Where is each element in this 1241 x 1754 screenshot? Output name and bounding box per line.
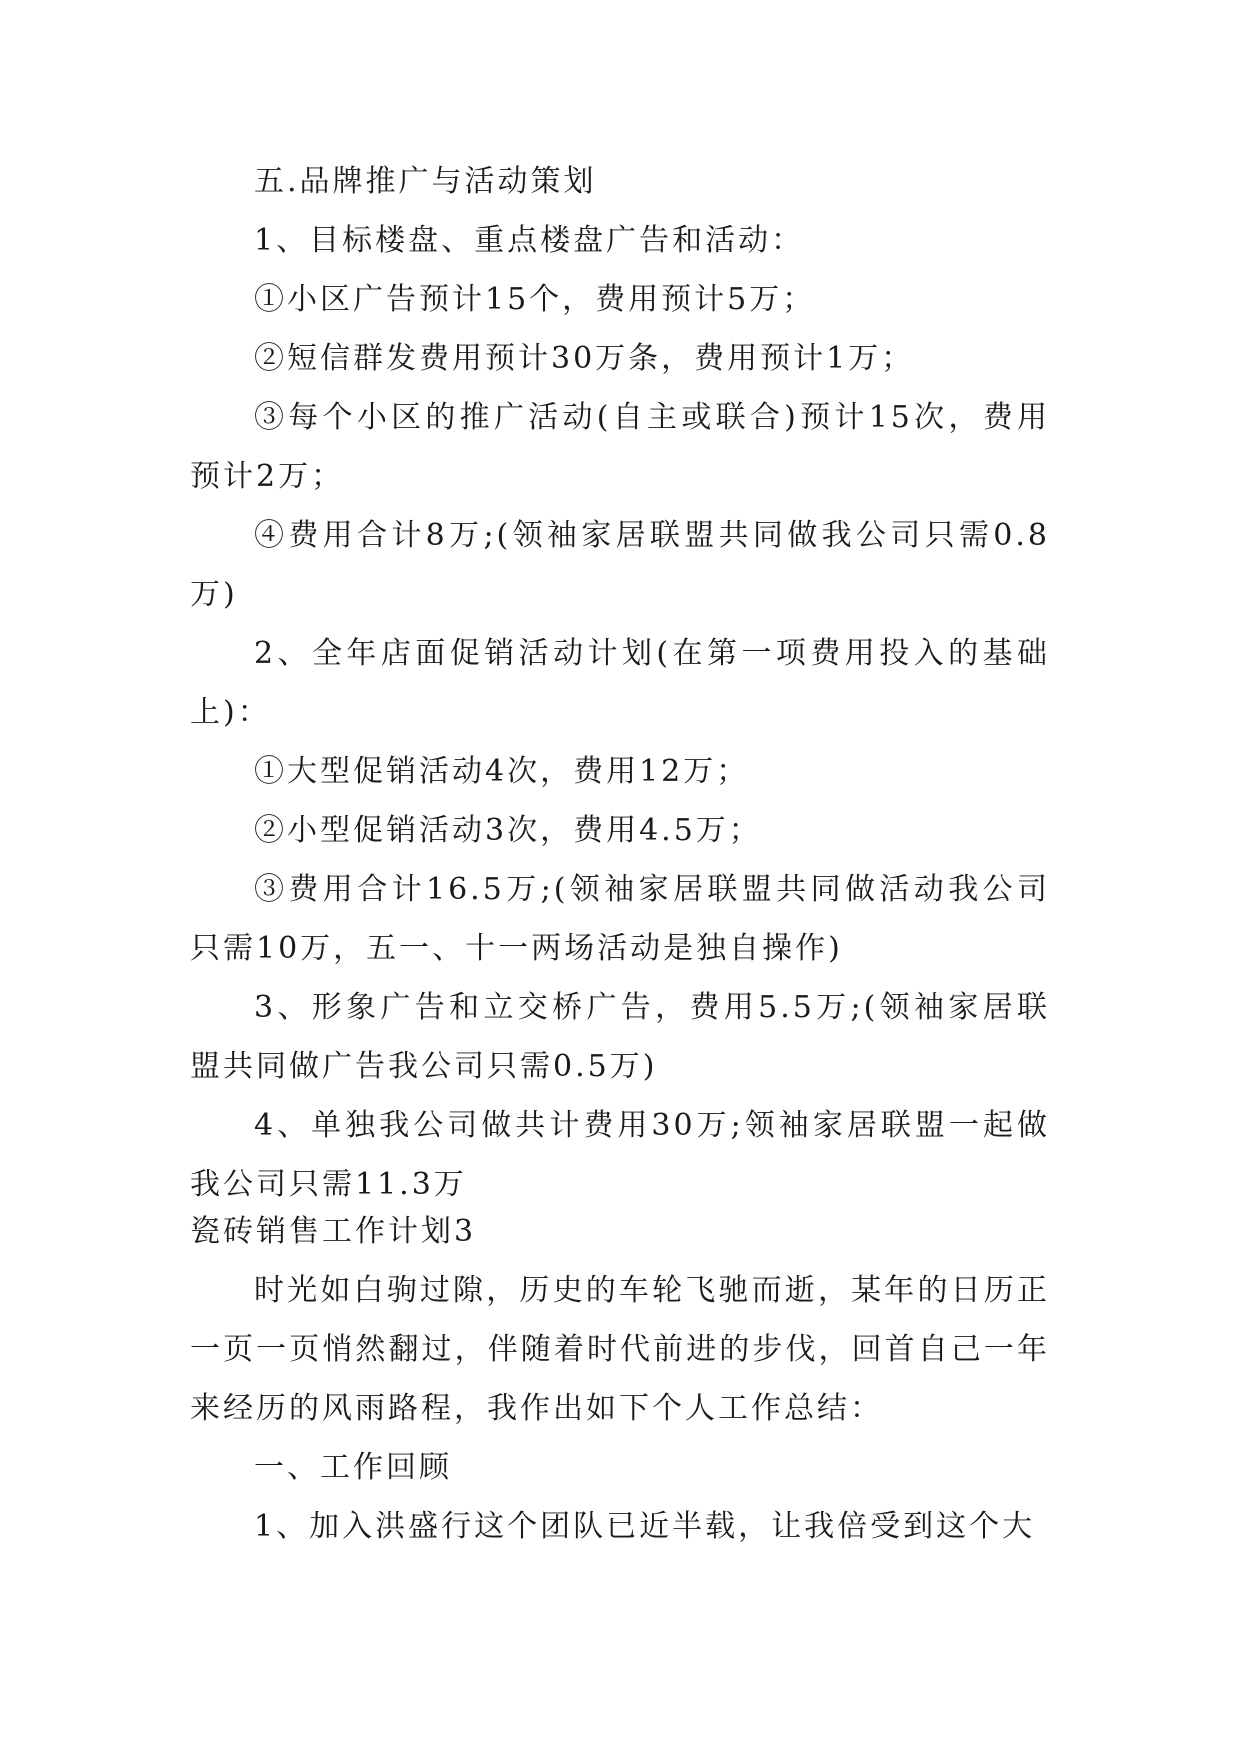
paragraph: 时光如白驹过隙，历史的车轮飞驰而逝，某年的日历正一页一页悄然翻过，伴随着时代前进的步伐，回首自己一年来经历的风雨路程，我作出如下个人工作总结： xyxy=(190,1273,1050,1426)
paragraph: 一、工作回顾 xyxy=(254,1450,452,1485)
paragraph: 3、形象广告和立交桥广告，费用5.5万;(领袖家居联盟共同做广告我公司只需0.5万) xyxy=(190,990,1050,1084)
paragraph: 4、单独我公司做共计费用30万;领袖家居联盟一起做我公司只需11.3万 xyxy=(190,1108,1050,1202)
paragraph: ③费用合计16.5万;(领袖家居联盟共同做活动我公司只需10万，五一、十一两场活动是独自操作) xyxy=(190,872,1050,966)
section-five-title: 五.品牌推广与活动策划 xyxy=(254,164,597,199)
paragraph: ②小型促销活动3次，费用4.5万； xyxy=(254,813,762,848)
paragraph: 1、加入洪盛行这个团队已近半载，让我倍受到这个大 xyxy=(254,1509,1036,1544)
paragraph: ③每个小区的推广活动(自主或联合)预计15次，费用预计2万； xyxy=(190,400,1050,494)
paragraph: ①大型促销活动4次，费用12万； xyxy=(254,754,750,789)
paragraph: ④费用合计8万;(领袖家居联盟共同做我公司只需0.8万) xyxy=(190,518,1050,612)
paragraph: ①小区广告预计15个，费用预计5万； xyxy=(254,282,816,317)
paragraph: 1、目标楼盘、重点楼盘广告和活动： xyxy=(254,223,805,258)
section-five xyxy=(190,152,1050,1214)
paragraph: ②短信群发费用预计30万条，费用预计1万； xyxy=(254,341,915,376)
plan-three-title: 瓷砖销售工作计划3 xyxy=(190,1214,477,1249)
paragraph: 2、全年店面促销活动计划(在第一项费用投入的基础上)： xyxy=(190,636,1050,730)
plan-three xyxy=(190,1202,1050,1556)
